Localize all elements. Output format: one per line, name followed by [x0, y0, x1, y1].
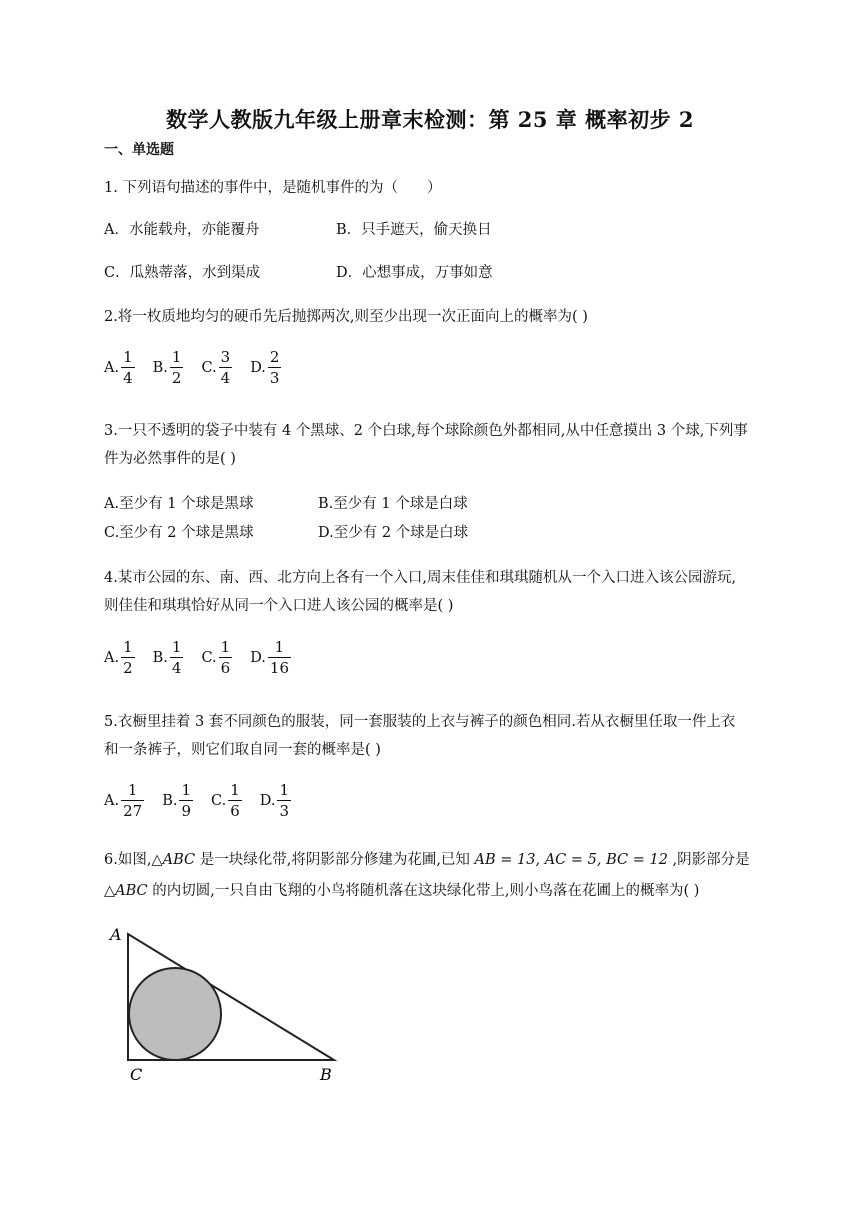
- q2-option-b: [153, 350, 184, 386]
- q2-option-c: [201, 350, 232, 386]
- q3-stem-line1: 3.一只不透明的袋子中装有 4 个黑球、2 个白球,每个球除颜色外都相同,从中任意摸出 3 个球,下列事: [104, 423, 748, 439]
- q4-options: [104, 640, 309, 676]
- fraction: [179, 783, 193, 819]
- denominator: 2: [123, 659, 133, 677]
- q1-option-d: D．心想事成，万事如意: [336, 265, 493, 281]
- q2-stem: 2.将一枚质地均匀的硬币先后抛掷两次,则至少出现一次正面向上的概率为( ): [104, 309, 588, 325]
- option-label: D.: [250, 360, 266, 376]
- q4-option-a: [104, 640, 135, 676]
- q6-text: 的内切圆,一只自由飞翔的小鸟将随机落在这块绿化带上,则小鸟落在花圃上的概率为( ): [147, 883, 700, 899]
- fraction: [277, 783, 291, 819]
- denominator: 2: [171, 369, 182, 387]
- triangle-incircle-figure: [108, 922, 348, 1087]
- denominator: 6: [220, 659, 231, 677]
- denominator: 9: [181, 802, 191, 820]
- option-label: B.: [152, 650, 168, 666]
- denominator: 3: [269, 369, 280, 387]
- fraction: [219, 350, 233, 386]
- denominator: 4: [171, 659, 182, 677]
- q5-options: [104, 783, 309, 819]
- fraction: [228, 783, 242, 819]
- numerator: 1: [274, 638, 285, 656]
- q5-option-c: [211, 783, 242, 819]
- option-label: C.: [201, 360, 217, 376]
- fraction: [170, 350, 184, 386]
- fraction: [268, 350, 282, 386]
- vertex-label-c: C: [130, 1065, 143, 1084]
- option-label: D.: [259, 793, 276, 809]
- q1-option-a: A．水能载舟，亦能覆舟: [104, 222, 260, 238]
- option-label: C.: [201, 650, 217, 666]
- vertex-label-a: A: [110, 925, 122, 944]
- denominator: 4: [220, 369, 231, 387]
- q1-option-b: B．只手遮天，偷天换日: [336, 222, 492, 238]
- option-label: A.: [104, 793, 120, 809]
- q5-stem-line1: 5.衣橱里挂着 3 套不同颜色的服装，同一套服装的上衣与裤子的颜色相同.若从衣橱里任取一件上衣: [104, 714, 736, 730]
- q3-stem-line2: 件为必然事件的是( ): [104, 451, 236, 467]
- incircle-shaded: [129, 968, 221, 1060]
- denominator: 4: [123, 369, 133, 387]
- numerator: 1: [123, 348, 133, 366]
- numerator: 1: [171, 348, 182, 366]
- q5-option-a: [104, 783, 144, 819]
- q2-options: [104, 350, 299, 386]
- option-label: A.: [104, 650, 120, 666]
- q6-text: 6.如图,△: [104, 852, 163, 868]
- denominator: 27: [123, 802, 143, 820]
- vertex-label-b: B: [320, 1065, 332, 1084]
- q6-text: 是一块绿化带,将阴影部分修建为花圃,已知: [195, 852, 475, 868]
- section-heading: 一、单选题: [104, 142, 174, 158]
- numerator: 2: [269, 348, 280, 366]
- q1-option-c: C．瓜熟蒂落，水到渠成: [104, 265, 261, 281]
- q3-option-a: A.至少有 1 个球是黑球: [104, 496, 254, 512]
- q6-text: △: [104, 883, 116, 899]
- q2-option-d: [250, 350, 281, 386]
- q6-triangle-name: ABC: [115, 883, 148, 899]
- q3-option-d: D.至少有 2 个球是白球: [318, 525, 469, 541]
- numerator: 1: [181, 781, 191, 799]
- q6-text: ,阴影部分是: [667, 852, 750, 868]
- numerator: 1: [279, 781, 289, 799]
- option-label: A.: [104, 360, 120, 376]
- numerator: 1: [220, 638, 231, 656]
- option-label: C.: [211, 793, 227, 809]
- q4-option-d: [250, 640, 291, 676]
- q4-option-c: [201, 640, 232, 676]
- q6-triangle-name: ABC: [162, 852, 196, 868]
- numerator: 1: [230, 781, 240, 799]
- q5-option-b: [162, 783, 193, 819]
- q4-option-b: [153, 640, 184, 676]
- q6-condition: AB = 13, AC = 5, BC = 12: [474, 852, 668, 868]
- q5-stem-line2: 和一条裤子，则它们取自同一套的概率是( ): [104, 742, 381, 758]
- fraction: [219, 640, 233, 676]
- numerator: 1: [127, 781, 138, 799]
- q6-stem-line2: [104, 879, 699, 900]
- q3-option-b: B.至少有 1 个球是白球: [318, 496, 468, 512]
- option-label: B.: [152, 360, 168, 376]
- fraction: [121, 783, 144, 819]
- fraction: [268, 640, 291, 676]
- page-title: 数学人教版九年级上册章末检测：第 25 章 概率初步 2: [165, 107, 695, 132]
- q5-option-d: [260, 783, 291, 819]
- numerator: 1: [171, 638, 182, 656]
- numerator: 1: [123, 638, 133, 656]
- q4-stem-line2: 则佳佳和琪琪恰好从同一个入口进人该公园的概率是( ): [104, 598, 454, 614]
- fraction: [170, 640, 184, 676]
- q4-stem-line1: 4.某市公园的东、南、西、北方向上各有一个入口,周末佳佳和琪琪随机从一个入口进入该公园游玩,: [104, 570, 737, 586]
- fraction: [121, 350, 135, 386]
- fraction: [121, 640, 135, 676]
- numerator: 3: [220, 348, 231, 366]
- denominator: 3: [279, 802, 289, 820]
- q3-option-c: C.至少有 2 个球是黑球: [104, 525, 254, 541]
- denominator: 16: [269, 659, 289, 677]
- option-label: D.: [250, 650, 266, 666]
- q6-stem-line1: [104, 848, 750, 869]
- denominator: 6: [230, 802, 240, 820]
- option-label: B.: [162, 793, 178, 809]
- q2-option-a: [104, 350, 135, 386]
- q1-stem: 1. 下列语句描述的事件中，是随机事件的为（ ）: [104, 180, 442, 196]
